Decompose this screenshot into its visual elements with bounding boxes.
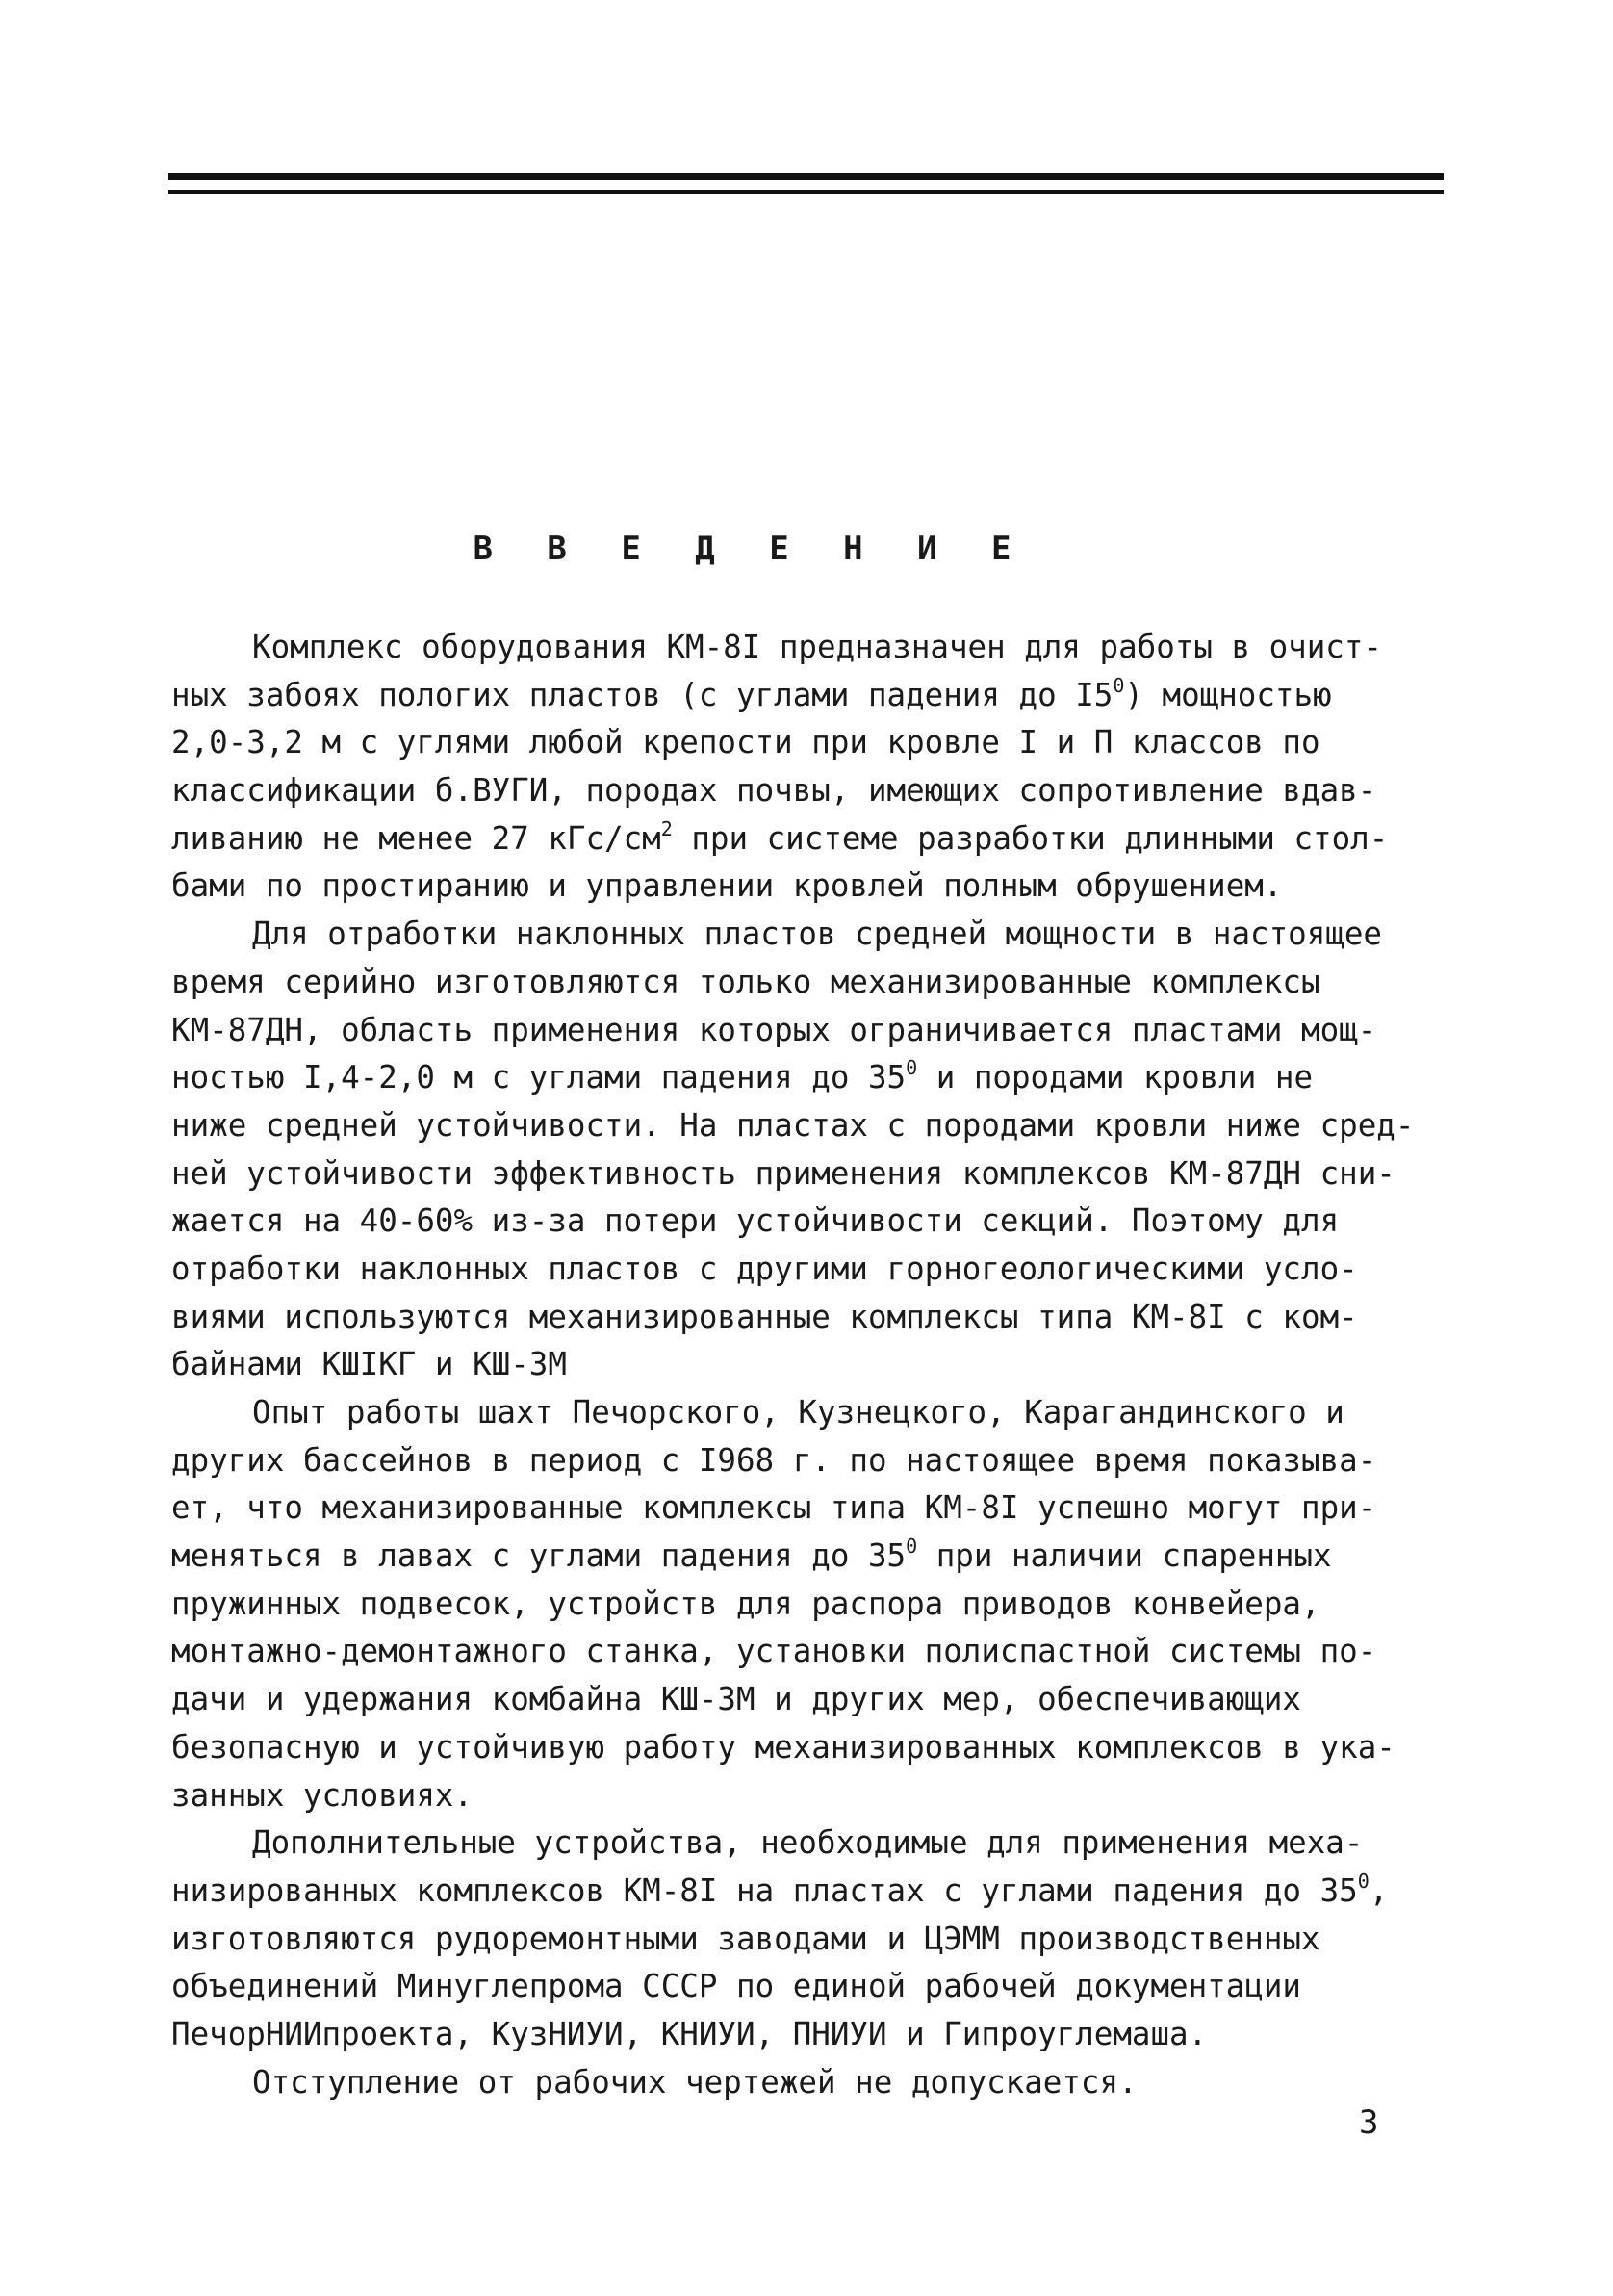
line-text: Дополнительные устройства, необходимые для применения меха- (252, 1824, 1364, 1862)
text-line (171, 624, 1451, 672)
superscript: 0 (906, 1535, 918, 1559)
line-text: бами по простиранию и управлении кровлей полным обрушением. (171, 867, 1283, 905)
document-body (171, 624, 1451, 2106)
text-line (171, 1437, 1451, 1485)
paragraph (171, 1389, 1451, 1819)
text-line (171, 1676, 1451, 1724)
text-line (171, 1150, 1451, 1199)
text-line (171, 1772, 1451, 1820)
line-text: жается на 40-60% из-за потери устойчивости секций. Поэтому для (171, 1202, 1340, 1240)
text-line (171, 1389, 1451, 1437)
text-line (171, 863, 1451, 911)
text-line (171, 1533, 1451, 1581)
text-line (171, 1007, 1451, 1055)
line-text-continued: ) мощностью (1124, 676, 1332, 713)
text-line (171, 1246, 1451, 1294)
line-text: пружинных подвесок, устройств для распора приводов конвейера, (171, 1585, 1320, 1622)
text-line (171, 2059, 1451, 2107)
line-text: монтажно-демонтажного станка, установки полиспастной системы по- (171, 1633, 1377, 1670)
line-text-continued: при наличии спаренных (917, 1537, 1332, 1575)
paragraph (171, 911, 1451, 1389)
superscript: 0 (906, 1056, 918, 1080)
line-text: Опыт работы шахт Печорского, Кузнецкого, Карагандинского и (252, 1394, 1344, 1431)
page-number: 3 (1359, 2103, 1379, 2142)
text-line (171, 2011, 1451, 2059)
line-text: КМ-87ДН, область применения которых ограничивается пластами мощ- (171, 1011, 1377, 1048)
text-line (171, 719, 1451, 767)
text-line (171, 1581, 1451, 1629)
text-line (171, 1963, 1451, 2011)
page-title: В В Е Д Е Н И Е (473, 529, 1029, 568)
header-rule-thick (168, 173, 1444, 180)
text-line (171, 911, 1451, 959)
line-text: объединений Минуглепрома СССР по единой рабочей документации (171, 1968, 1301, 2005)
line-text: 2,0-3,2 м с углями любой крепости при кровле I и П классов по (171, 724, 1320, 761)
line-text: виями используются механизированные комплексы типа КМ-8I с ком- (171, 1298, 1358, 1335)
text-line (171, 1484, 1451, 1533)
line-text: других бассейнов в период с I968 г. по настоящее время показыва- (171, 1441, 1377, 1479)
text-line (171, 1341, 1451, 1389)
text-line (171, 1102, 1451, 1150)
line-text: меняться в лавах с углами падения до 35 (171, 1537, 907, 1575)
line-text: время серийно изготовляются только механизированные комплексы (171, 963, 1320, 1000)
line-text: байнами КШIКГ и КШ-3М (171, 1346, 567, 1383)
superscript: 2 (660, 816, 673, 840)
text-line (171, 1054, 1451, 1102)
text-line (171, 1819, 1451, 1868)
line-text: отработки наклонных пластов с другими горногеологическими усло- (171, 1250, 1358, 1287)
paragraph (171, 624, 1451, 911)
line-text: изготовляются рудоремонтными заводами и ЦЭММ производственных (171, 1920, 1320, 1957)
line-text: ПечорНИИпроекта, КузНИУИ, КНИУИ, ПНИУИ и Гипроуглемаша. (171, 2015, 1208, 2052)
line-text: ностью I,4-2,0 м с углами падения до 35 (171, 1059, 907, 1096)
line-text: Комплекс оборудования КМ-8I предназначен для работы в очист- (252, 629, 1382, 665)
text-line (171, 1628, 1451, 1676)
line-text-continued: , (1369, 1871, 1389, 1909)
line-text: Для отработки наклонных пластов средней мощности в настоящее (252, 916, 1382, 953)
line-text: ней устойчивости эффективность применения комплексов КМ-87ДН сни- (171, 1154, 1395, 1192)
text-line (171, 767, 1451, 815)
line-text: занных условиях. (171, 1776, 474, 1814)
text-line (171, 672, 1451, 720)
line-text: ниже средней устойчивости. На пластах с породами кровли ниже сред- (171, 1106, 1415, 1144)
line-text: ных забоях пологих пластов (с углами падения до I5 (171, 676, 1114, 713)
superscript: 0 (1357, 1869, 1370, 1893)
line-text: ет, что механизированные комплексы типа КМ-8I успешно могут при- (171, 1489, 1377, 1527)
line-text: ливанию не менее 27 кГс/см (171, 819, 661, 857)
paragraph (171, 1819, 1451, 2058)
line-text: Отступление от рабочих чертежей не допускается. (252, 2063, 1138, 2101)
text-line (171, 1294, 1451, 1342)
text-line (171, 815, 1451, 864)
line-text: низированных комплексов КМ-8I на пластах с углами падения до 35 (171, 1871, 1358, 1909)
superscript: 0 (1113, 673, 1125, 697)
text-line (171, 1724, 1451, 1772)
text-line (171, 1916, 1451, 1964)
text-line (171, 1198, 1451, 1246)
line-text: дачи и удержания комбайна КШ-3М и других мер, обеспечивающих (171, 1681, 1301, 1718)
text-line (171, 959, 1451, 1007)
header-rule-thin (168, 190, 1444, 194)
text-line (171, 1868, 1451, 1916)
line-text: безопасную и устойчивую работу механизированных комплексов в ука- (171, 1728, 1395, 1766)
line-text: классификации б.ВУГИ, породах почвы, имеющих сопротивление вдав- (171, 772, 1377, 810)
line-text-continued: при системе разработки длинными стол- (672, 819, 1389, 857)
paragraph (171, 2059, 1451, 2107)
line-text-continued: и породами кровли не (917, 1059, 1314, 1096)
